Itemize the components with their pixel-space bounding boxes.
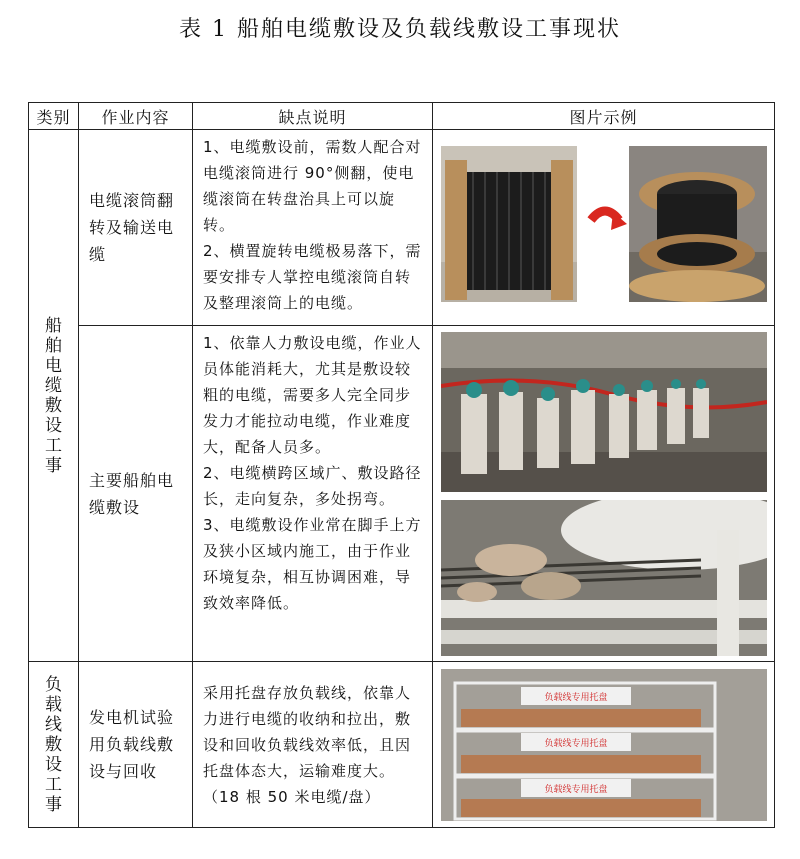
- table-row: [29, 662, 775, 828]
- header-images: 图片示例: [433, 103, 775, 130]
- image-cable-laying: [433, 326, 775, 662]
- task-cable-laying: 主要船舶电缆敷设: [79, 326, 193, 662]
- table-header-row: [29, 103, 775, 130]
- svg-text:负载线专用托盘: 负载线专用托盘: [544, 692, 608, 703]
- category-ship-cable: 船 舶 电 缆 敷 设 工 事: [29, 130, 79, 662]
- header-drawbacks: 缺点说明: [193, 103, 433, 130]
- tray-photo: [441, 669, 767, 821]
- svg-text:负载线专用托盘: 负载线专用托盘: [544, 784, 608, 795]
- header-task: 作业内容: [79, 103, 193, 130]
- drawback-load-line: 采用托盘存放负载线，依靠人力进行电缆的收纳和拉出，敷设和回收负载线效率低，且因托盘体态大，运输难度大。（18 根 50 米电缆/盘）: [193, 662, 433, 828]
- status-table: [28, 102, 775, 828]
- table-title: 表 1 船舶电缆敷设及负载线敷设工事现状: [179, 17, 621, 42]
- svg-text:负载线专用托盘: 负载线专用托盘: [544, 738, 608, 749]
- image-load-line: [433, 662, 775, 828]
- image-drum-flip: [433, 130, 775, 326]
- task-load-line: 发电机试验用负载线敷设与回收: [79, 662, 193, 828]
- drawback-drum-flip: 1、电缆敷设前，需数人配合对电缆滚筒进行 90°侧翻，使电缆滚筒在转盘治具上可以旋转。 2、横置旋转电缆极易落下，需要安排专人掌控电缆滚筒自转及整理滚筒上的电缆。: [193, 130, 433, 326]
- workers-pulling-photo: [441, 332, 767, 492]
- table-row: [29, 130, 775, 326]
- drawback-cable-laying: 1、依靠人力敷设电缆，作业人员体能消耗大，尤其是敷设较粗的电缆，需要多人完全同步发力才能拉动电缆，作业难度大，配备人员多。 2、电缆横跨区域广、敷设路径长，走向复杂，多处拐弯。 3、电缆敷设作业常在脚手上方及狭小区域内施工，由于作业环境复杂，相互协调困难，导致效率降低。: [193, 326, 433, 662]
- category-load-line: 负 载 线 敷 设 工 事: [29, 662, 79, 828]
- table-row: [29, 326, 775, 662]
- header-category: 类别: [29, 103, 79, 130]
- task-drum-flip: 电缆滚筒翻转及输送电缆: [79, 130, 193, 326]
- narrow-space-photo: [441, 500, 767, 656]
- cable-drum-illustration: [441, 142, 767, 314]
- cable-drum-photos: [441, 142, 767, 314]
